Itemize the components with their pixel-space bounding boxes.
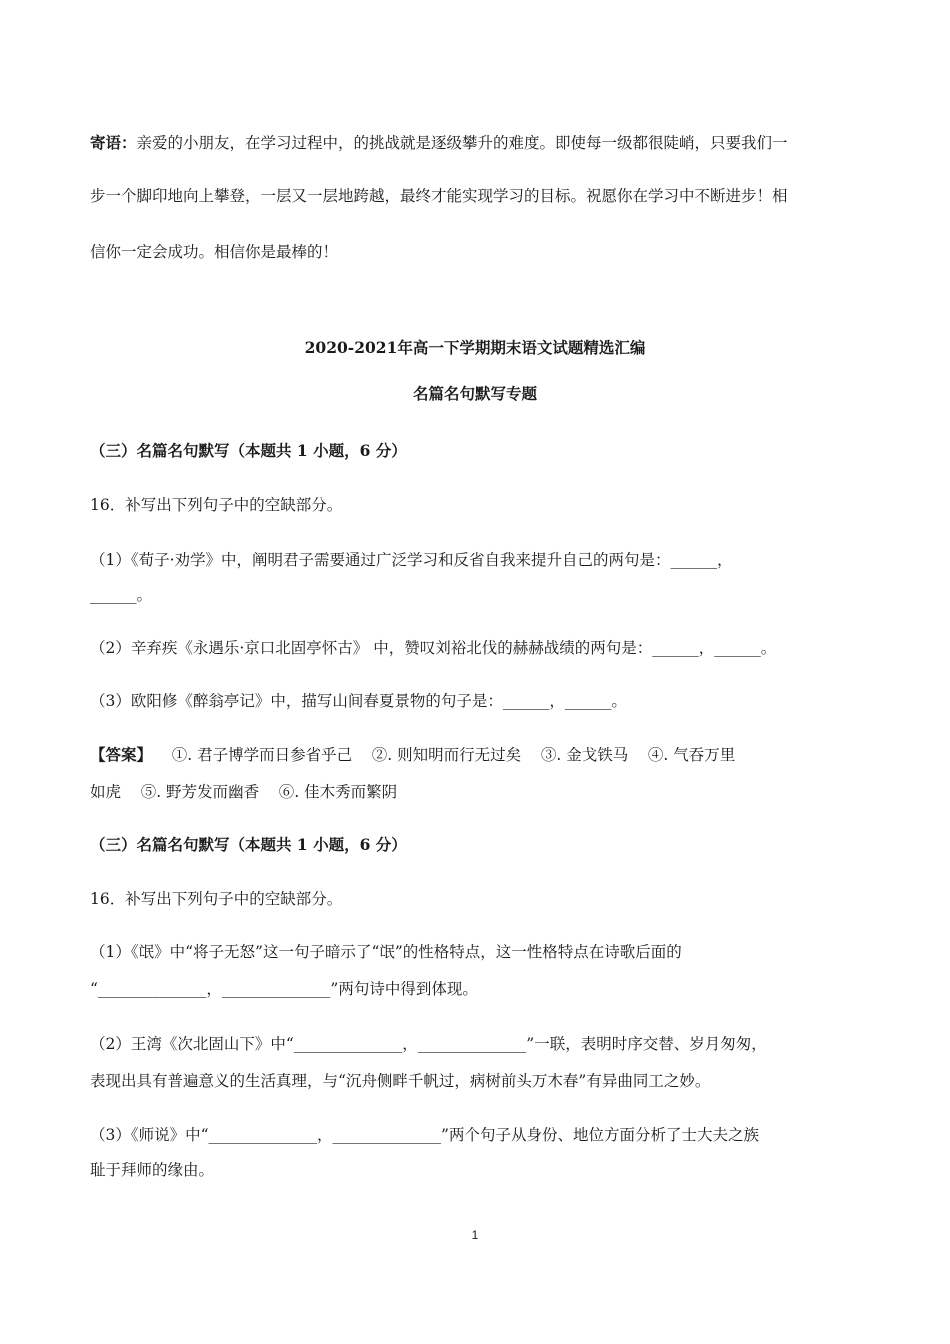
page-number: 1 xyxy=(471,1228,479,1242)
intro-text-1: 亲爱的小朋友，在学习过程中，的挑战就是逐级攀升的难度。即使每一级都很陡峭，只要我们一 xyxy=(136,134,788,152)
intro-line-2: 步一个脚印地向上攀登，一层又一层地跨越，最终才能实现学习的目标。祝愿你在学习中不断进步！相 xyxy=(90,187,788,205)
main-title: 2020-2021年高一下学期期末语文试题精选汇编 xyxy=(304,338,646,357)
answer-line-1 xyxy=(90,744,865,766)
section2-item3-line2: 耻于拜师的缘由。 xyxy=(90,1161,215,1179)
section1-question: 16．补写出下列句子中的空缺部分。 xyxy=(90,496,343,514)
section2-item2-line1: （2）王湾《次北固山下》中“______________，______________”一联，表明时序交替、岁月匆匆， xyxy=(90,1035,767,1053)
section2-item1-line1: （1）《氓》中“将子无怒”这一句子暗示了“氓”的性格特点，这一性格特点在诗歌后面的 xyxy=(90,943,682,961)
section2-item3-line1: （3）《师说》中“______________，______________”两个句子从身份、地位方面分析了士大夫之族 xyxy=(90,1126,759,1144)
intro-label: 寄语： xyxy=(90,133,137,152)
section2-item2-line2: 表现出具有普遍意义的生活真理，与“沉舟侧畔千帆过，病树前头万木春”有异曲同工之妙。 xyxy=(90,1072,711,1090)
intro-line-3: 信你一定会成功。相信你是最棒的！ xyxy=(90,243,339,261)
answer-label: 【答案】 xyxy=(90,745,153,764)
sub-title: 名篇名句默写专题 xyxy=(412,384,537,403)
section2-question: 16．补写出下列句子中的空缺部分。 xyxy=(90,890,343,908)
section1-item2: （2）辛弃疾《永遇乐·京口北固亭怀古》 中，赞叹刘裕北伐的赫赫战绩的两句是：______，______。 xyxy=(90,639,777,657)
section2-item1-line2: “______________，______________”两句诗中得到体现。 xyxy=(90,980,478,998)
section1-item3: （3）欧阳修《醉翁亭记》中，描写山间春夏景物的句子是：______，______。 xyxy=(90,692,627,710)
section1-item1-line2: ______。 xyxy=(90,586,153,604)
intro-line-1 xyxy=(90,132,865,154)
answer-line-2: 如虎 ⑤. 野芳发而幽香 ⑥. 佳木秀而繁阴 xyxy=(90,783,398,801)
section1-item1-line1: （1）《荀子·劝学》中，阐明君子需要通过广泛学习和反省自我来提升自己的两句是：______， xyxy=(90,551,733,569)
section1-heading: （三）名篇名句默写（本题共 1 小题，6 分） xyxy=(90,441,407,460)
section2-heading: （三）名篇名句默写（本题共 1 小题，6 分） xyxy=(90,835,407,854)
answer-text-1: ①. 君子博学而日参省乎己 ②. 则知明而行无过矣 ③. 金戈铁马 ④. 气吞万里 xyxy=(152,746,736,764)
